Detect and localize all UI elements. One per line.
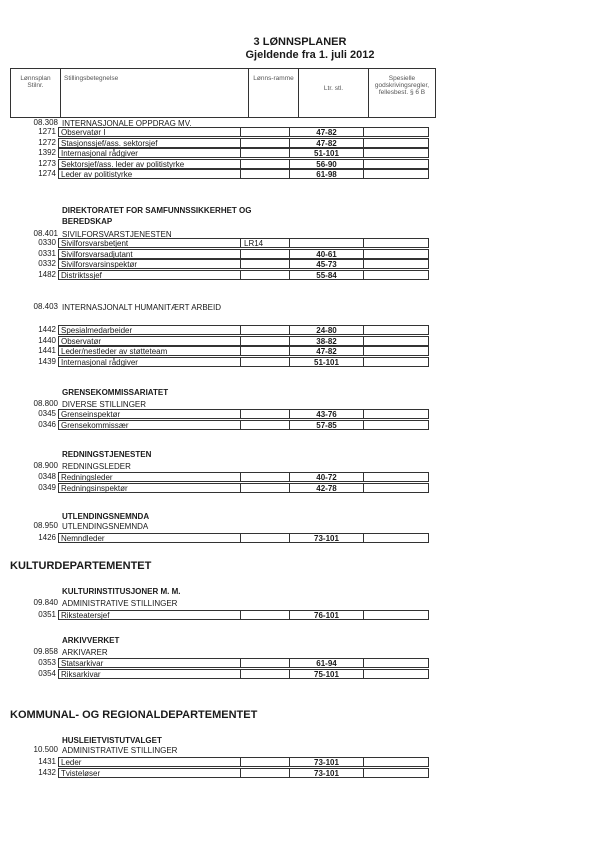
row-title: Grenseinspektør	[58, 409, 240, 419]
section-name: DIVERSE STILLINGER	[62, 400, 147, 409]
row-ltr: 61-94	[289, 658, 363, 668]
row-stilnr: 1274	[38, 169, 56, 178]
table-row	[0, 336, 429, 346]
row-stilnr: 1431	[38, 757, 56, 766]
row-stilnr: 1392	[38, 148, 56, 157]
row-stilnr: 0354	[38, 668, 56, 678]
header-ramme: Lønns-ramme	[249, 69, 299, 117]
row-ltr: 73-101	[289, 533, 363, 543]
row-title: Sivilforsvarsbetjent	[58, 238, 240, 248]
row-special	[363, 472, 429, 482]
row-ltr	[289, 238, 363, 248]
table-row	[0, 483, 429, 493]
row-title: Sivilforsvarsadjutant	[58, 249, 240, 259]
section-code: 08.308	[33, 118, 58, 127]
row-ramme	[240, 420, 289, 430]
row-stilnr: 0330	[38, 238, 56, 247]
table-row	[0, 159, 429, 169]
row-ramme	[240, 159, 289, 169]
row-ramme	[240, 148, 289, 158]
table-row	[0, 346, 429, 356]
row-special	[363, 658, 429, 668]
row-title: Internasjonal rådgiver	[58, 148, 240, 158]
row-special	[363, 238, 429, 248]
row-ltr: 73-101	[289, 757, 363, 767]
row-title: Nemndleder	[58, 533, 240, 543]
row-title: Spesialmedarbeider	[58, 325, 240, 335]
department-title: KOMMUNAL- OG REGIONALDEPARTEMENTET	[10, 709, 258, 721]
row-ramme	[240, 270, 289, 280]
section-heading: HUSLEIETVISTUTVALGET	[62, 736, 162, 745]
row-ltr: 42-78	[289, 483, 363, 493]
row-ramme	[240, 346, 289, 356]
row-special	[363, 610, 429, 620]
row-title: Observatør I	[58, 127, 240, 137]
row-stilnr: 1426	[38, 533, 56, 542]
section-heading: UTLENDINGSNEMNDA	[62, 512, 150, 521]
row-special	[363, 159, 429, 169]
row-stilnr: 1442	[38, 325, 56, 334]
row-special	[363, 357, 429, 367]
row-title: Leder/nestleder av støtteteam	[58, 346, 240, 356]
row-special	[363, 169, 429, 179]
header-title: Stillingsbetegnelse	[61, 69, 249, 117]
table-row	[0, 238, 429, 248]
table-row	[0, 325, 429, 335]
row-title: Grensekommissær	[58, 420, 240, 430]
row-ramme	[240, 138, 289, 148]
row-ltr: 57-85	[289, 420, 363, 430]
row-ramme	[240, 658, 289, 668]
section-name: ADMINISTRATIVE STILLINGER	[62, 599, 178, 608]
row-special	[363, 127, 429, 137]
row-ramme	[240, 249, 289, 259]
row-title: Observatør	[58, 336, 240, 346]
row-ltr: 51-101	[289, 148, 363, 158]
row-title: Sektorsjef/ass. leder av politistyrke	[58, 159, 240, 169]
section-heading: KULTURINSTITUSJONER M. M.	[62, 587, 181, 596]
row-special	[363, 420, 429, 430]
row-special	[363, 138, 429, 148]
row-stilnr: 0353	[38, 658, 56, 667]
row-special	[363, 346, 429, 356]
page-subtitle: Gjeldende fra 1. juli 2012	[245, 49, 375, 61]
row-ltr: 40-61	[289, 249, 363, 259]
row-ltr: 24-80	[289, 325, 363, 335]
row-ramme	[240, 127, 289, 137]
row-stilnr: 1272	[38, 137, 56, 147]
section-code: 08.403	[33, 302, 58, 311]
row-stilnr: 0351	[38, 610, 56, 619]
table-row	[0, 169, 429, 179]
row-ltr: 76-101	[289, 610, 363, 620]
row-stilnr: 1271	[38, 127, 56, 136]
row-ltr: 55-84	[289, 270, 363, 280]
section-heading: GRENSEKOMMISSARIATET	[62, 388, 169, 397]
row-ramme	[240, 409, 289, 419]
table-row	[0, 148, 429, 158]
section-code: 08.900	[33, 461, 58, 470]
row-title: Statsarkivar	[58, 658, 240, 668]
row-title: Riksteatersjef	[58, 610, 240, 620]
row-title: Distriktssjef	[58, 270, 240, 280]
row-title: Stasjonssjef/ass. sektorsjef	[58, 138, 240, 148]
row-special	[363, 669, 429, 679]
section-name: REDNINGSLEDER	[62, 462, 131, 471]
row-special	[363, 336, 429, 346]
table-row	[0, 259, 429, 269]
row-ramme	[240, 483, 289, 493]
section-name: ADMINISTRATIVE STILLINGER	[62, 746, 178, 755]
table-row	[0, 757, 429, 767]
row-ramme	[240, 472, 289, 482]
header-special: Spesielle godskrivingsregler, fellesbest. § 6 B	[374, 75, 430, 96]
section-name: INTERNASJONALT HUMANITÆRT ARBEID	[62, 303, 221, 312]
row-special	[363, 409, 429, 419]
row-title: Riksarkivar	[58, 669, 240, 679]
row-stilnr: 1440	[38, 335, 56, 345]
table-row	[0, 270, 429, 280]
row-stilnr: 0348	[38, 472, 56, 481]
row-title: Internasjonal rådgiver	[58, 357, 240, 367]
row-title: Leder av politistyrke	[58, 169, 240, 179]
table-row	[0, 669, 429, 679]
row-ltr: 43-76	[289, 409, 363, 419]
row-stilnr: 0349	[38, 482, 56, 492]
row-ramme	[240, 533, 289, 543]
section-name: INTERNASJONALE OPPDRAG MV.	[62, 119, 192, 128]
row-stilnr: 0332	[38, 259, 56, 268]
row-ramme	[240, 357, 289, 367]
row-ltr: 51-101	[289, 357, 363, 367]
row-ramme: LR14	[240, 238, 289, 248]
row-stilnr: 0345	[38, 409, 56, 418]
row-ltr: 47-82	[289, 127, 363, 137]
row-stilnr: 1273	[38, 158, 56, 168]
column-header	[10, 68, 436, 118]
table-row	[0, 472, 429, 482]
section-code: 08.401	[33, 229, 58, 238]
row-special	[363, 148, 429, 158]
row-ramme	[240, 169, 289, 179]
row-ramme	[240, 610, 289, 620]
row-ramme	[240, 336, 289, 346]
section-code: 10.500	[33, 745, 58, 754]
section-name: UTLENDINGSNEMNDA	[62, 522, 149, 531]
table-row	[0, 610, 429, 620]
row-title: Leder	[58, 757, 240, 767]
table-row	[0, 127, 429, 137]
row-stilnr: 1482	[38, 269, 56, 279]
row-special	[363, 768, 429, 778]
row-ltr: 45-73	[289, 259, 363, 269]
row-ltr: 56-90	[289, 159, 363, 169]
row-ramme	[240, 325, 289, 335]
row-ltr: 61-98	[289, 169, 363, 179]
section-name: ARKIVARER	[62, 648, 108, 657]
table-row	[0, 533, 429, 543]
section-code: 09.840	[33, 598, 58, 607]
row-special	[363, 483, 429, 493]
row-stilnr: 0331	[38, 248, 56, 258]
row-stilnr: 1441	[38, 346, 56, 355]
row-ltr: 47-82	[289, 346, 363, 356]
table-row	[0, 768, 429, 778]
row-ramme	[240, 768, 289, 778]
row-ltr: 38-82	[289, 336, 363, 346]
row-title: Sivilforsvarsinspektør	[58, 259, 240, 269]
row-special	[363, 270, 429, 280]
row-title: Tvisteløser	[58, 768, 240, 778]
section-code: 08.800	[33, 399, 58, 408]
row-ramme	[240, 669, 289, 679]
table-row	[0, 420, 429, 430]
row-stilnr: 1432	[38, 767, 56, 777]
table-row	[0, 409, 429, 419]
section-code: 08.950	[33, 521, 58, 530]
section-heading: REDNINGSTJENESTEN	[62, 450, 152, 459]
row-special	[363, 757, 429, 767]
row-ramme	[240, 259, 289, 269]
row-stilnr: 1439	[38, 356, 56, 366]
section-heading: ARKIVVERKET	[62, 636, 120, 645]
page-title: 3 LØNNSPLANER	[253, 36, 347, 48]
section-code: 09.858	[33, 647, 58, 656]
row-ltr: 75-101	[289, 669, 363, 679]
header-stilnr: Lønnsplan Stilnr.	[11, 69, 61, 117]
table-row	[0, 138, 429, 148]
row-title: Redningsleder	[58, 472, 240, 482]
row-special	[363, 259, 429, 269]
header-ltr: Ltr. stl.	[299, 69, 369, 117]
table-row	[0, 357, 429, 367]
row-ltr: 40-72	[289, 472, 363, 482]
section-heading: DIREKTORATET FOR SAMFUNNSSIKKERHET OG BEREDSKAP	[62, 206, 252, 226]
row-special	[363, 533, 429, 543]
row-ltr: 73-101	[289, 768, 363, 778]
row-stilnr: 0346	[38, 419, 56, 429]
table-row	[0, 658, 429, 668]
section-name: SIVILFORSVARSTJENESTEN	[62, 230, 172, 239]
table-row	[0, 249, 429, 259]
row-ramme	[240, 757, 289, 767]
row-special	[363, 249, 429, 259]
row-ltr: 47-82	[289, 138, 363, 148]
row-title: Redningsinspektør	[58, 483, 240, 493]
department-title: KULTURDEPARTEMENTET	[10, 560, 152, 572]
row-special	[363, 325, 429, 335]
